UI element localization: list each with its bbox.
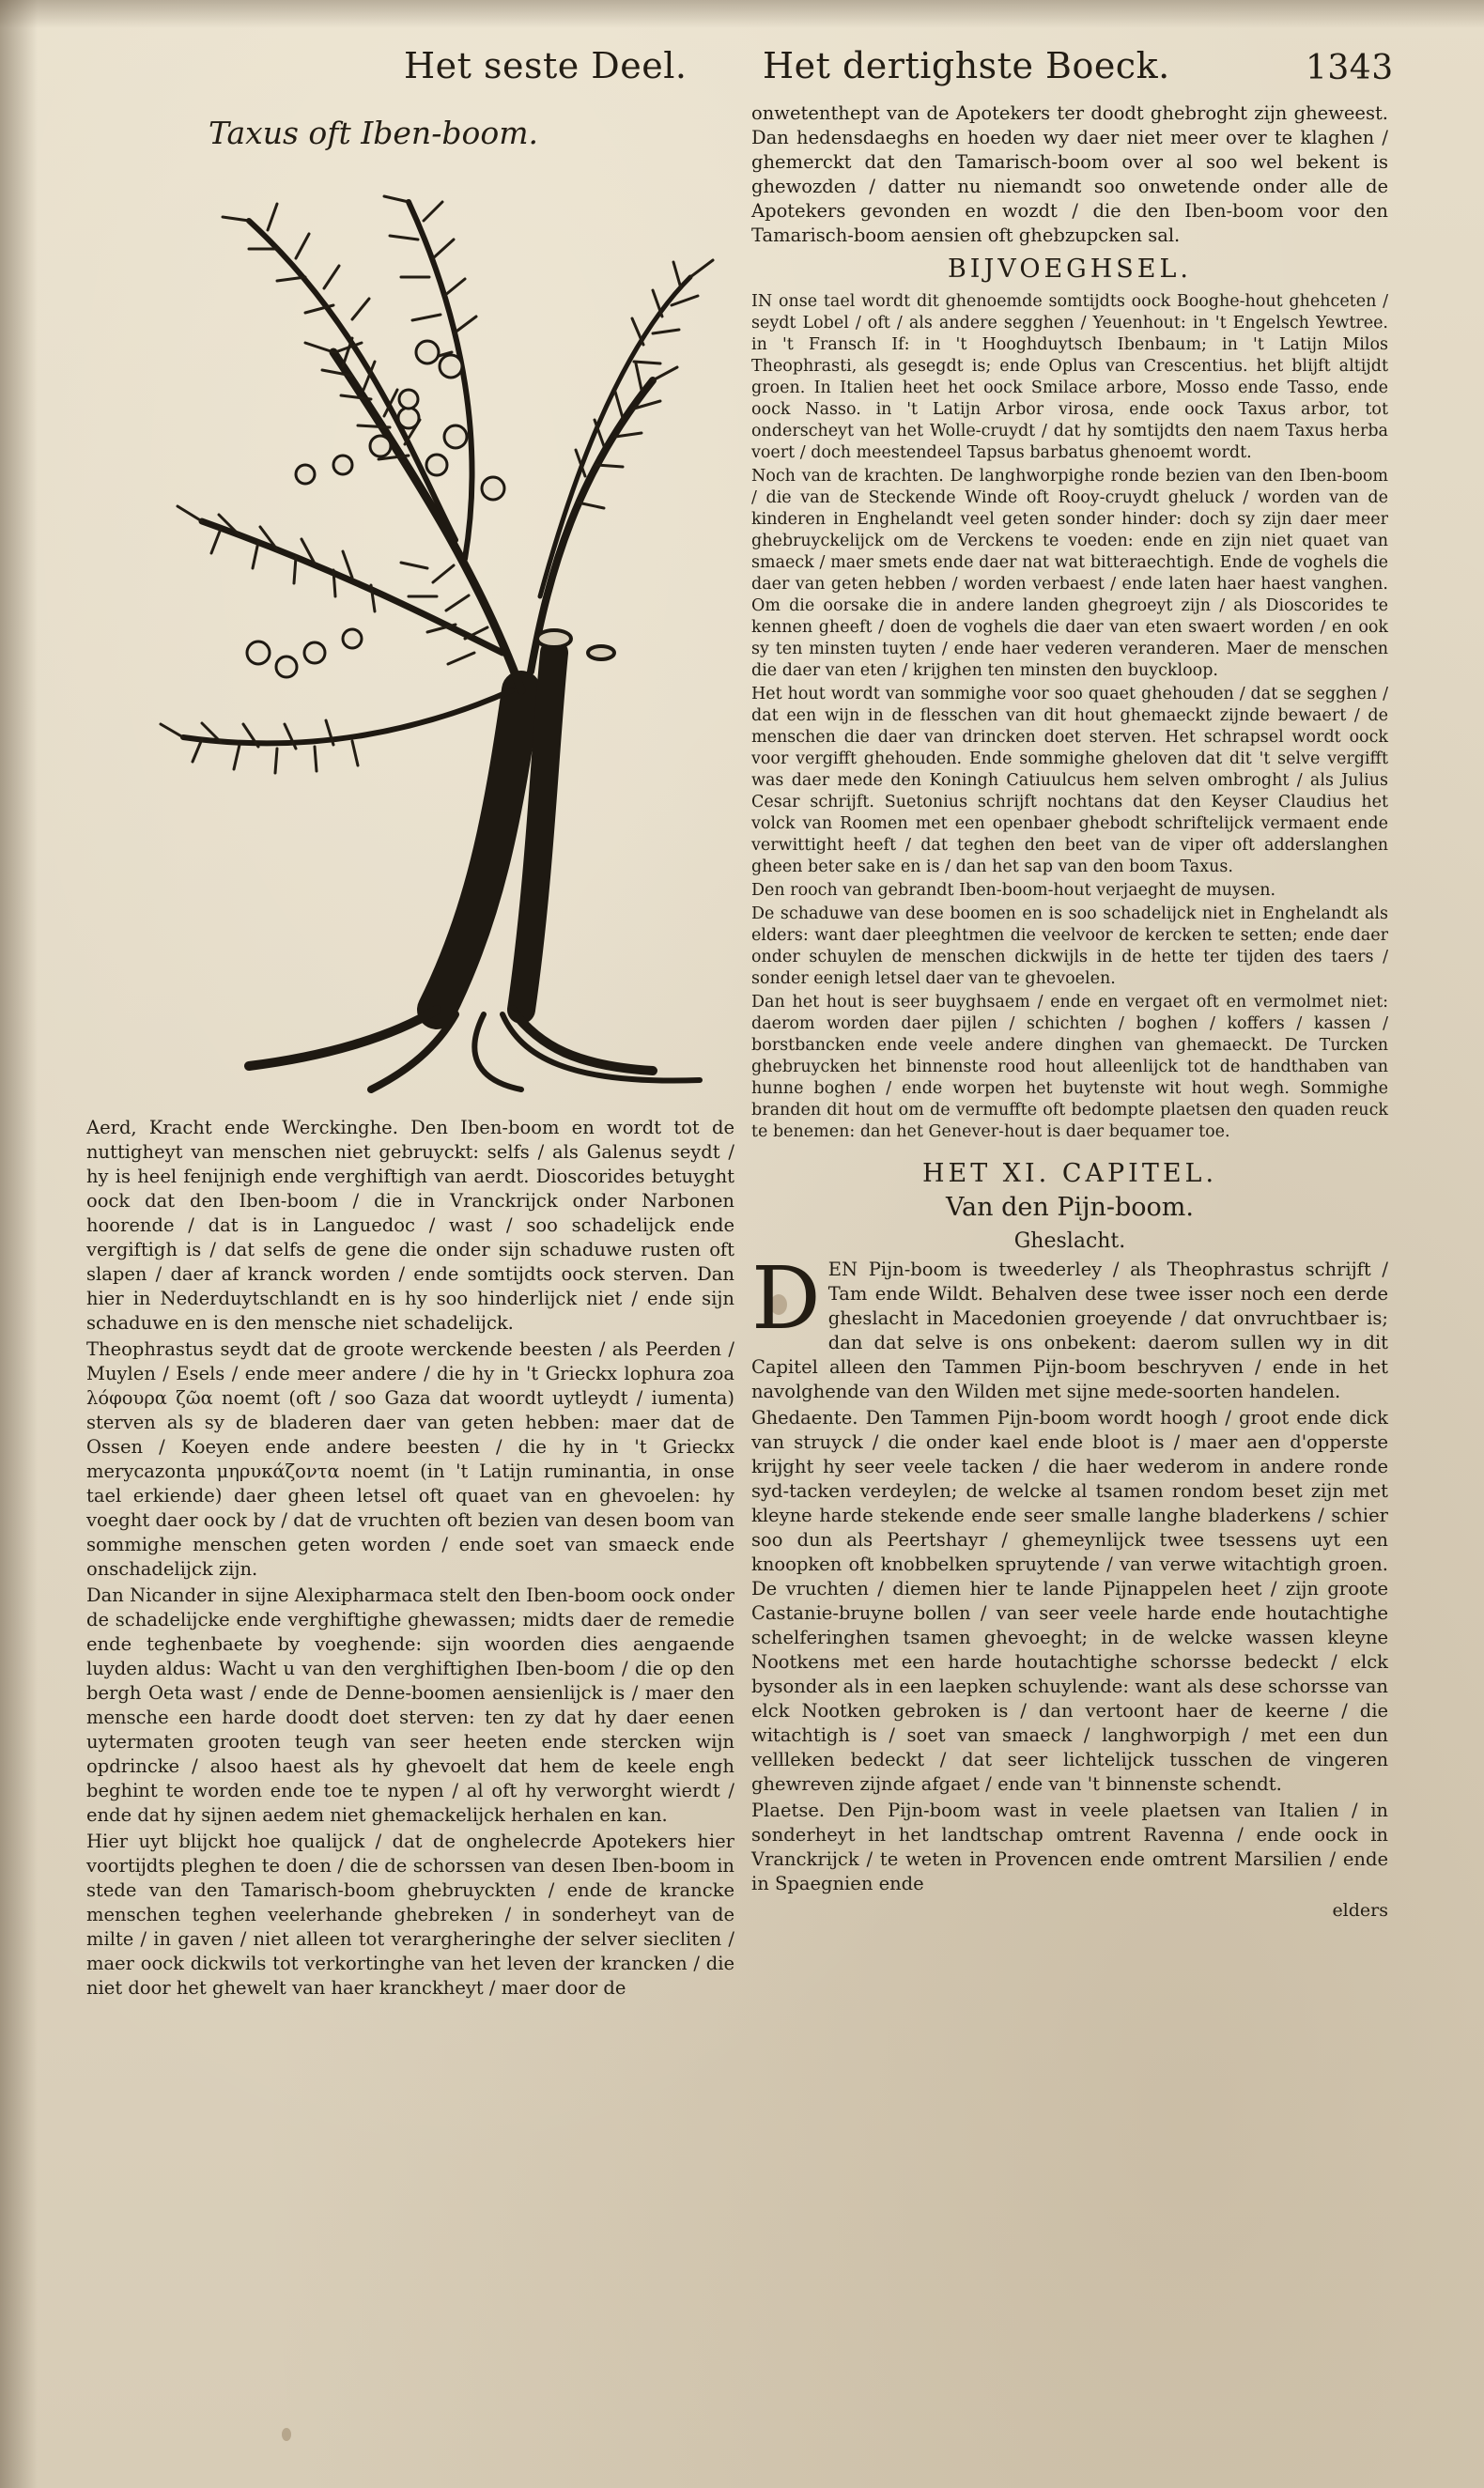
final-paragraph: Hier uyt blijckt hoe qualijck / dat de onghelecrde Apotekers hier voortijdts pleghen te doen / die de schorssen van desen Iben-boom in stede van den Tamarisch-boom ghebruyckten / ende de krancke menschen teghen veelerhande ghebreken / in sonderheyt van de milte / in gaven / niet alleen tot verargheringhe der selver siecliten / maer oock dickwils tot verkortinghe van het leven der krancken / die niet door het ghewelt van haer kranckheyt / maer door de (86, 1831, 734, 1999)
bijvoeghsel-paragraph: IN onse tael wordt dit ghenoemde somtijdts oock Booghe-hout ghehceten / seydt Lobel / oft / als andere segghen / Yeuenhout: in 't Engelsch Yewtree. in 't Fransch If: in 't Hooghduytsch Ibenbaum; in 't Latijn Milos Theophrasti, als gesegdt is; ende Oplus van Crescentius. het blijft altijdt groen. In Italien heet het oock Smilace arbore, Mosso ende Tasso, ende oock Nasso. in 't Latijn Arbor virosa, ende oock Taxus arbor, tot onderscheyt van het Wolle-cruydt / dat hy somtijdts den naem Taxus herba voert / doch meestendeel Tapsus barbatus ghenoemt wordt. (751, 292, 1388, 462)
geslacht-heading: Gheslacht. (1013, 1229, 1126, 1253)
bijvoeghsel-paragraph: Het hout wordt van sommighe voor soo quaet ghehouden / dat se segghen / dat een wijn in de flesschen van dit hout ghemaeckt zijnde bewaert / de menschen die daer van drincken doet sterven. Het schrapsel wordt oock voor vergifft ghehouden. Ende sommighe gheloven dat dit 't selve vergifft was daer mede den Koningh Catiuulcus hem selven ombroght / als Julius Cesar schrijft. Suetonius schrijft nochtans dat den Keyser Claudius het volck van Roomen met een openbaer ghebodt schriftelijck vermaent ende verwittight heeft / dat teghen den beet van de viper oft adderslanghen gheen beter sake en is / dan het sap van den boom Taxus. (751, 685, 1388, 876)
chapter-title: HET XI. CAPITEL. (921, 1159, 1218, 1188)
bijvoeghsel-heading: BIJVOEGHSEL. (947, 255, 1193, 284)
bijvoeghsel-paragraph: Noch van de krachten. De langhworpighe ronde bezien van den Iben-boom / die van de Steckende Winde oft Rooy-cruydt gheluck / worden van de kinderen in Enghelandt veel geten sonder hinder: doch sy zijn daer meer ghebruyckelijck om de Verckens te voeden: ende en zijn niet quaet van smaeck / maer smets ende daer nat wat bitteraechtigh. Ende de voghels die daer van geten hebben / worden verbaest / ende laten haer haest vanghen. Om die oorsake die in andere landen ghegroeyt zijn / als Dioscorides te kennen gheeft / doen de voghels die daer van eten swaert worden / en ook sy ten minsten tuyten / ende haer vederen veranderen. Maer de menschen die daer van eten / krijghen ten minsten den buyckloop. (751, 467, 1388, 680)
ink-stain (282, 2428, 291, 2441)
chapter-subtitle: Van den Pijn-boom. (946, 1193, 1194, 1222)
running-head-left: Het seste Deel. (404, 45, 688, 86)
left-column (86, 1116, 734, 2002)
right-column (751, 101, 1388, 1923)
geslacht-text: EN Pijn-boom is tweederley / als Theophrastus schrijft / Tam ende Wildt. Behalven dese twee isser noch een derde gheslacht in Macedonien groeyende / dat onvruchtbaer is; dan dat selve is ons onbekent: daerom sullen wy in dit Capitel alleen den Tammen Pijn-boom beschryven / ende in het navolghende van den Wilden met sijne mede-soorten handelen. (751, 1259, 1388, 1402)
theophrastus-paragraph: Theophrastus seydt dat de groote werckende beesten / als Peerden / Muylen / Esels / ende meer andere / die hy in 't Grieckx lophura zoa λόφουρα ζῶα noemt (oft / soo Gaza dat woordt uytleydt / iumenta) sterven als sy de bladeren daer van geten hebben: maer dat de Ossen / Koeyen ende andere beesten / die hy in 't Grieckx merycazonta μηρυκάζοντα noemt (in 't Latijn ruminantia, in onse tael erkiende) daer gheen letsel oft quaet van en ghevoelen: hy voeght daer oock by / dat de vruchten oft bezien van desen boom van sommighe menschen geten worden / ende soet van smaeck ende onschadelijck zijn. (86, 1338, 734, 1580)
aerd-paragraph: Aerd, Kracht ende Werckinghe. Den Iben-boom en wordt tot de nuttigheyt van menschen niet gebruyckt: selfs / als Galenus seydt / hy is heel fenijnigh ende verghiftigh van aerdt. Dioscorides betuyght oock dat den Iben-boom / die in Vranckrijck onder Narbonen hoorende / dat is in Languedoc / wast / soo schadelijck ende vergiftigh is / dat selfs de gene die onder sijn schaduwe rusten oft slapen / daer af kranck worden / ende somtijdts oock sterven. Dan hier in Nederduytschlandt en is hy soo hinderlijck niet / ende sijn schaduwe en is den mensche niet schadelijck. (86, 1117, 734, 1334)
page-top-shadow (0, 0, 1484, 28)
bijvoeghsel-paragraph: Den rooch van gebrandt Iben-boom-hout verjaeght de muysen. (751, 881, 1276, 900)
geslacht-paragraph (751, 1248, 1388, 1404)
running-head-center: Het dertighste Boeck. (763, 45, 1170, 86)
bijvoeghsel-paragraph: Dan het hout is seer buyghsaem / ende en vergaet oft en vermolmet niet: daerom worden daer pijlen / schichten / boghen / koffers / kassen / borstbancken ende veele andere dinghen van ghemaeckt. De Turcken ghebruycken het binnenste rood hout alleenlijck tot de handthaben van hunne boghen / ende worpen het buytenste wit hout wegh. Sommighe branden dit hout om de vermuffte oft bedompte plaetsen den quaden reuck te benemen: dan het Genever-hout is daer bequamer toe. (751, 993, 1388, 1141)
bijvoeghsel-paragraph: De schaduwe van dese boomen en is soo schadelijck niet in Enghelandt als elders: want daer pleeghtmen die veelvoor de kercken te setten; ende daer onder schuylen de menschen dickwijls in de hette ter tijden des taers / sonder eenigh letsel daer van te ghevoelen. (751, 904, 1388, 988)
page-number: 1343 (1306, 49, 1394, 87)
page-gutter-shadow (0, 0, 38, 2488)
catchword: elders (1332, 1900, 1388, 1921)
nicander-paragraph: Dan Nicander in sijne Alexipharmaca stelt den Iben-boom oock onder de schadelijcke ende verghiftighe ghewassen; midts daer de remedie ende teghenbaete by voeghende: sijn woorden dies aengaende luyden aldus: Wacht u van den verghiftighen Iben-boom / die op den bergh Oeta wast / ende de Denne-boomen aensienlijck is / maer den mensche een harde doodt doet sterven: ten zy dat hy daer eenen uytermaten grooten teugh van seer heeten ende stercken wijn opdrincke / alsoo haest als hy ghevoelt dat hem de keele engh beghint te worden ende toe te nypen / al oft hy verworght wierdt / ende dat hy sijnen aedem niet ghemackelijck herhalen en kan. (86, 1584, 734, 1826)
yew-tree-illustration (127, 164, 728, 1094)
yew-tree-woodcut (127, 164, 728, 1094)
drop-cap-letter: D (751, 1248, 821, 1349)
plaetse-paragraph: Plaetse. Den Pijn-boom wast in veele plaetsen van Italien / in sonderheyt in het landtschap omtrent Ravenna / ende oock in Vranckrijck / te weten in Provencen ende omtrent Marsilien / ende in Spaegnien ende (751, 1800, 1388, 1894)
figure-caption: Taxus oft Iben-boom. (209, 115, 538, 151)
ghedaente-paragraph: Ghedaente. Den Tammen Pijn-boom wordt hoogh / groot ende dick van struyck / die onder kael ende bloot is / maer aen d'opperste krijght hy seer veele tacken / die haer wederom in andere ronde syd-tacken verdeylen; de welcke al tsamen rondom beset zijn met kleyne harde stekende ende seer smalle langhe bladerkens / schier soo dun als Peertshayr / ghemeynlijck twee tsessens uyt een knoopken oft knobbelken spruytende / van verwe witachtigh groen. De vruchten / diemen hier te lande Pijnappelen heet / zijn groote Castanie-bruyne bollen / van seer veele harde ende houtachtighe schelferinghen tsamen ghevoeght; in de welcke wassen kleyne Nootkens met een harde houtachtighe schorsse bedeckt / elck bysonder als in een laepken schuylende: want als dese schorsse van elck Nootken gebroken is / dan vertoont haer de keerne / die witachtigh is / soet van smaeck / langhworpigh / met een dun vellleken bedeckt / dat seer lichtelijck tusschen de vingeren ghewreven zijnde afgaet / ende van 't binnenste schendt. (751, 1407, 1388, 1795)
right-opening-text: onwetenthept van de Apotekers ter doodt ghebroght zijn gheweest. Dan hedensdaeghs en hoeden wy daer niet meer over te klaghen / ghemerckt dat den Tamarisch-boom over al soo wel bekent is ghewozden / datter nu niemandt soo onwetende onder alle de Apotekers gevonden en wozdt / die den Iben-boom voor den Tamarisch-boom aensien oft ghebzupcken sal. (751, 102, 1388, 246)
